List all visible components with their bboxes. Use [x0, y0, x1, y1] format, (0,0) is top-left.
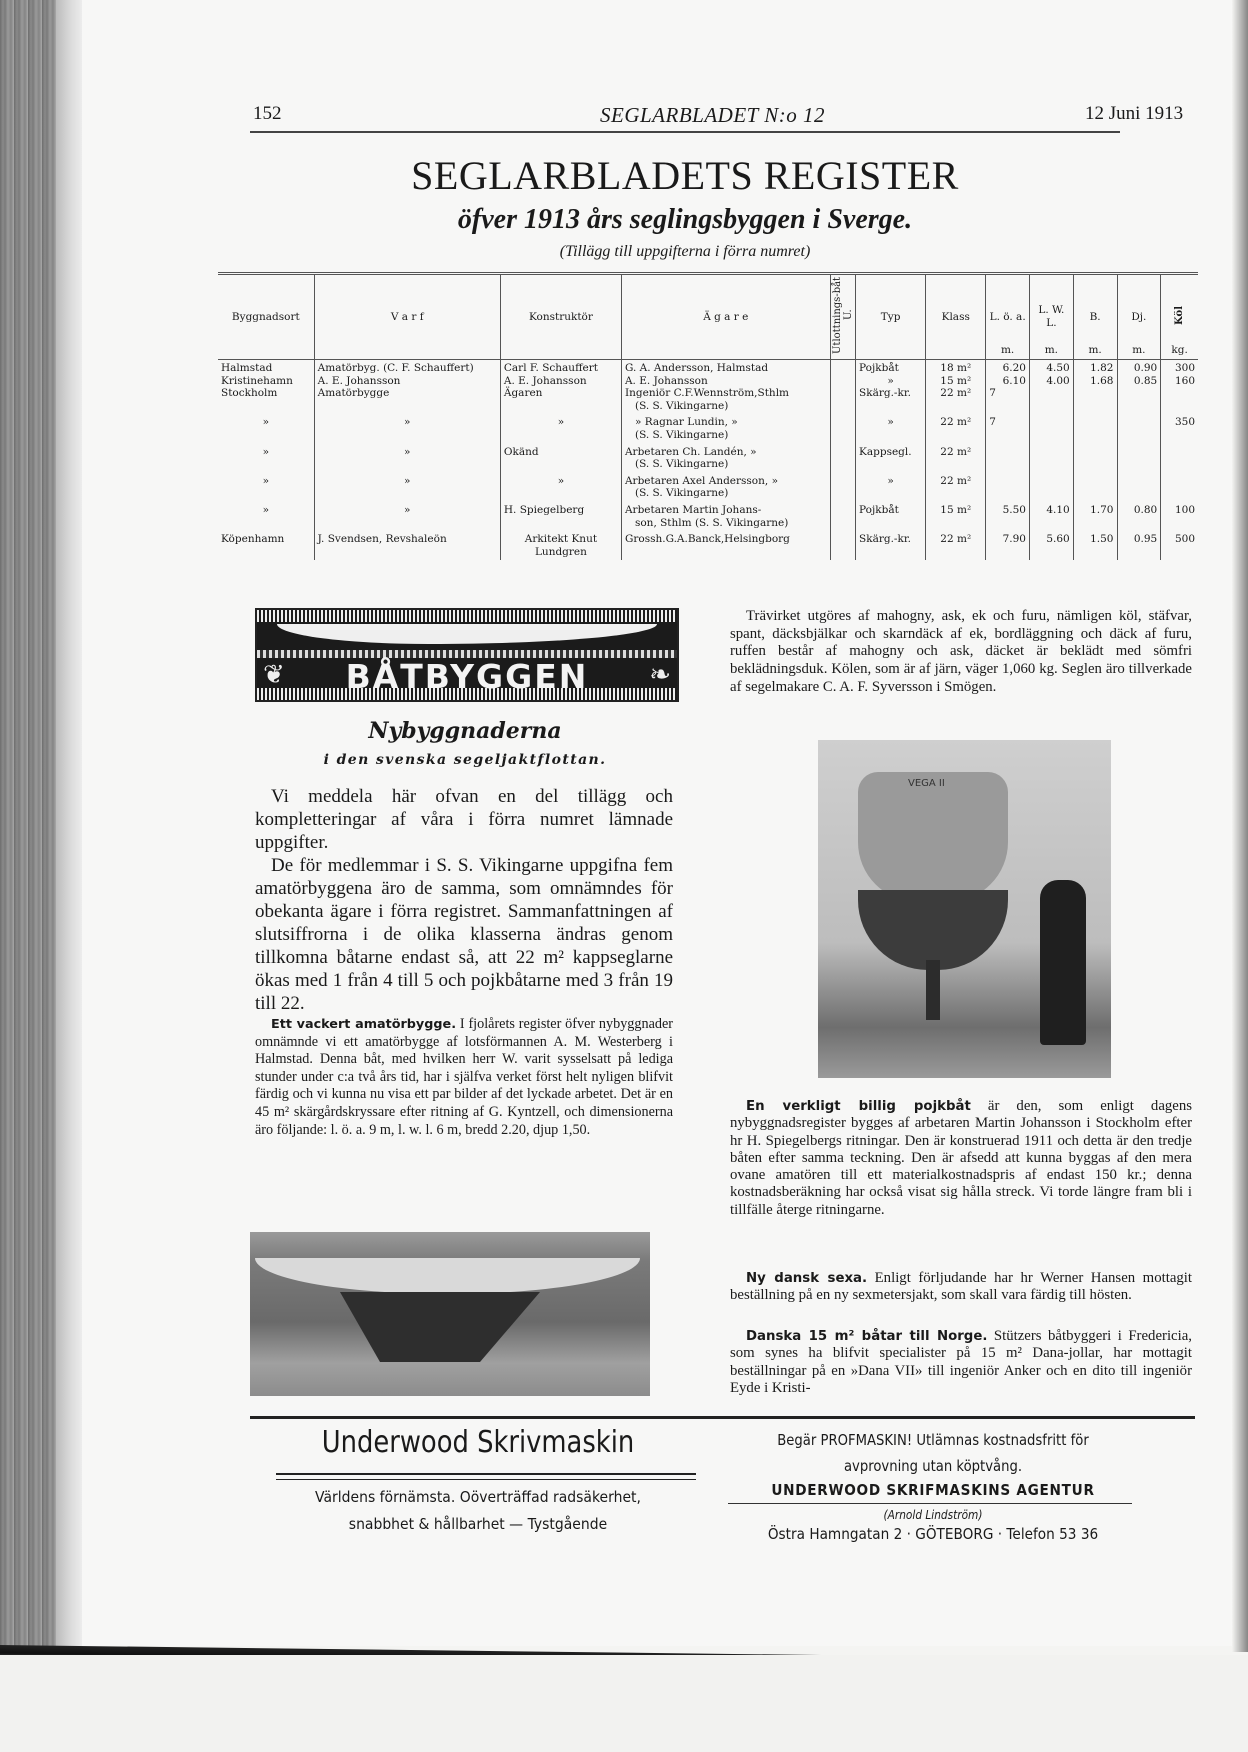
cell-agare: Arbetaren Axel Andersson, » (S. S. Vikingarne)	[621, 473, 830, 502]
hull-underbody	[340, 1292, 540, 1362]
cell-varf: Amatörbygge	[314, 387, 500, 414]
cell-u	[830, 414, 855, 443]
cell-loa	[986, 444, 1030, 473]
header-rule	[250, 131, 1120, 133]
cell-b: 1.50	[1073, 531, 1117, 560]
danish-six-article	[730, 1270, 1192, 1305]
table-row	[218, 531, 1198, 560]
table-header-row	[218, 274, 1198, 360]
cell-typ: »	[856, 473, 926, 502]
yacht-hull-illustration	[277, 624, 657, 644]
cell-lwl: 4.50	[1030, 359, 1074, 376]
cell-loa: 7.90	[986, 531, 1030, 560]
cell-b: 1.68	[1073, 376, 1117, 387]
cell-dj	[1117, 473, 1161, 502]
paragraph-heading: Danska 15 m² båtar till Norge.	[746, 1329, 988, 1344]
cell-konstruktor: »	[500, 414, 621, 443]
cell-lwl	[1030, 414, 1074, 443]
scanner-background	[0, 1655, 1248, 1752]
advert-title-rule	[276, 1473, 696, 1480]
cell-b: 1.82	[1073, 359, 1117, 376]
amateur-build-article	[255, 1016, 673, 1139]
page-right-shadow	[1232, 0, 1248, 1652]
cell-ort: »	[262, 503, 270, 516]
cell-ort: Halmstad	[221, 361, 273, 374]
paragraph-heading: En verkligt billig pojkbåt	[746, 1099, 971, 1114]
cell-konstruktor: Okänd	[500, 444, 621, 473]
cell-lwl	[1030, 387, 1074, 414]
cell-lwl	[1030, 444, 1074, 473]
cell-u	[830, 473, 855, 502]
paragraph: De för medlemmar i S. S. Vikingarne uppgifna fem amatörbyggena äro de samma, som omnämndes för obekanta ägare i förra registret. Sammanfattningen af slutsiffrorna i de olika klasserna ändras genom tillkomna båtarne endast så, att 22 m² kappseglarne ökas med 1 från 4 till 5 och pojkbåtarne med 3 från 19 till 22.	[255, 855, 673, 1014]
cell-loa: 7	[986, 387, 1030, 414]
cell-agare: Arbetaren Martin Johans- son, Sthlm (S. S. Vikingarne)	[621, 502, 830, 531]
col-header: B. m.	[1073, 274, 1117, 360]
advert-agency-rule	[728, 1503, 1132, 1504]
timber-paragraph	[730, 608, 1192, 697]
cell-varf: Amatörbyg. (C. F. Schauffert)	[314, 359, 500, 376]
page-gutter-shadow	[56, 0, 82, 1646]
cell-konstruktor: Carl F. Schauffert	[500, 359, 621, 376]
cell-dj	[1117, 414, 1161, 443]
cell-lwl: 5.60	[1030, 531, 1074, 560]
cell-agare: Grossh.G.A.Banck,Helsingborg	[621, 531, 830, 560]
col-header: Utlottnings-båt U.	[830, 274, 855, 360]
advert-offer: Begär PROFMASKIN! Utlämnas kostnadsfritt för	[777, 1431, 1089, 1449]
paragraph-heading: Ny dansk sexa.	[746, 1271, 868, 1286]
cell-klass: 18 m²	[926, 359, 986, 376]
article-subtitle: öfver 1913 års seglingsbyggen i Sverge.	[457, 204, 913, 235]
col-header: Dj. m.	[1117, 274, 1161, 360]
cell-typ: »	[856, 376, 926, 387]
advert-proprietor: (Arnold Lindström)	[883, 1508, 983, 1522]
paragraph: En verkligt billig pojkbåt är den, som enligt dagens nybyggnadsregister bygges af arbetaren Martin Johansson i Stockholm efter hr H. Spiegelbergs ritningar. Den är konstruerad 1911 och detta är den tredje båten efter samma teckning. Den är afsedd att kunna byggas af den mera ovane amatören till ett materialkostnadspris af endast 150 kr.; denna kostnadsberäkning har också visat sig hålla streck. Vi torde längre fram bli i tillfälle återge ritningarne.	[730, 1098, 1193, 1218]
advert-title: Underwood Skrivmaskin	[321, 1425, 635, 1460]
cell-typ: »	[856, 414, 926, 443]
col-header: Byggnadsort	[218, 274, 314, 360]
cell-kol	[1161, 387, 1198, 414]
col-header: Ä g a r e	[621, 274, 830, 360]
cell-klass: 15 m²	[926, 502, 986, 531]
cell-b	[1073, 387, 1117, 414]
cell-typ: Skärg.-kr.	[856, 387, 926, 414]
cell-klass: 22 m²	[926, 531, 986, 560]
paragraph: Vi meddela här ofvan en del tillägg och kompletteringar af våra i förra numret lämnade uppgifter.	[255, 786, 673, 853]
cell-konstruktor: Ägaren	[500, 387, 621, 414]
advert-tagline: Världens förnämsta. Oöverträffad radsäkerhet,	[315, 1488, 641, 1506]
table-row	[218, 473, 1198, 502]
cell-agare: Ingeniör C.F.Wennström,Sthlm (S. S. Vikingarne)	[621, 387, 830, 414]
table-row	[218, 414, 1198, 443]
cell-kol	[1161, 473, 1198, 502]
batbyggen-banner	[255, 608, 679, 702]
table-row	[218, 444, 1198, 473]
cell-klass: 22 m²	[926, 473, 986, 502]
table-row	[218, 502, 1198, 531]
cell-varf: »	[314, 473, 500, 502]
article-note: (Tillägg till uppgifterna i förra numret)	[559, 243, 811, 260]
table-row	[218, 359, 1198, 376]
advert-tagline: snabbhet & hållbarhet — Tystgående	[348, 1515, 608, 1533]
cell-konstruktor: A. E. Johansson	[500, 376, 621, 387]
cell-ort: »	[262, 445, 270, 458]
col-header: Typ	[856, 274, 926, 360]
table-row	[218, 387, 1198, 414]
cell-b: 1.70	[1073, 502, 1117, 531]
cell-u	[830, 444, 855, 473]
section-subheading: i den svenska segeljaktflottan.	[323, 752, 607, 768]
cell-kol	[1161, 444, 1198, 473]
cell-varf: »	[314, 502, 500, 531]
cell-varf: »	[314, 444, 500, 473]
cell-konstruktor: H. Spiegelberg	[500, 502, 621, 531]
hull-bow-view	[858, 772, 1008, 902]
cell-klass: 22 m²	[926, 387, 986, 414]
register-table	[218, 272, 1198, 560]
cell-ort: »	[262, 474, 270, 487]
cell-konstruktor: Arkitekt Knut Lundgren	[500, 531, 621, 560]
hull-topsides	[255, 1258, 640, 1294]
cell-loa: 6.20	[986, 359, 1030, 376]
advert-top-rule	[250, 1416, 1195, 1419]
col-header: V a r f	[314, 274, 500, 360]
cell-agare: A. E. Johansson	[621, 376, 830, 387]
cheap-boat-article	[730, 1098, 1192, 1219]
cell-dj: 0.90	[1117, 359, 1161, 376]
cell-dj: 0.85	[1117, 376, 1161, 387]
cell-kol: 500	[1161, 531, 1198, 560]
cell-agare: G. A. Andersson, Halmstad	[621, 359, 830, 376]
cell-loa: 6.10	[986, 376, 1030, 387]
cell-agare: » Ragnar Lundin, » (S. S. Vikingarne)	[621, 414, 830, 443]
cell-klass: 22 m²	[926, 414, 986, 443]
cell-typ: Skärg.-kr.	[856, 531, 926, 560]
cell-lwl: 4.10	[1030, 502, 1074, 531]
cell-loa	[986, 473, 1030, 502]
cell-kol: 100	[1161, 502, 1198, 531]
scroll-ornament-icon: ❧	[649, 660, 671, 690]
col-header: L. W. L. m.	[1030, 274, 1074, 360]
cell-typ: Pojkbåt	[856, 502, 926, 531]
banner-stripes-top	[257, 610, 677, 622]
cell-dj	[1117, 387, 1161, 414]
cell-kol: 350	[1161, 414, 1198, 443]
cell-typ: Kappsegl.	[856, 444, 926, 473]
cell-konstruktor: »	[500, 473, 621, 502]
publication-title: SEGLARBLADET N:o 12	[600, 103, 825, 127]
yacht-on-slip-photo	[250, 1232, 650, 1396]
table-row	[218, 376, 1198, 387]
boat-name: VEGA II	[908, 778, 945, 789]
scroll-ornament-icon: ❦	[263, 660, 285, 690]
paragraph: Trävirket utgöres af mahogny, ask, ek och furu, nämligen köl, stäfvar, spant, däcksbjälkar och skarndäck af ek, bordläggning och däck af furu, ruffen består af mahogny och ask, däcket är beklädt med sömfri beklädningsduk. Kölen, som är af järn, väger 1,060 kg. Seglen äro tillverkade af segelmakare C. A. F. Syversson i Smögen.	[730, 608, 1192, 695]
cell-ort: Stockholm	[221, 387, 278, 400]
danish-15m-article	[730, 1328, 1192, 1397]
col-header: Köl kg.	[1161, 274, 1198, 360]
cell-typ: Pojkbåt	[856, 359, 926, 376]
paragraph: Ett vackert amatörbygge. I fjolårets register öfver nybyggnader omnämnde vi ett amatörbygge af lotsförmannen A. M. Westerberg i Halmstad. Denna båt, med hvilken herr W. varit sysselsatt på lediga stunder under c:a två års tid, har i själfva verket först helt nyligen blifvit färdig och vi kunna nu visa ett par bilder af det lyckade arbetet. Det är en 45 m² skärgårdskryssare efter ritning af G. Kyntzell, och dimensionerna äro följande: l. ö. a. 9 m, l. w. l. 6 m, bredd 2.20, djup 1,50.	[255, 1016, 673, 1138]
paragraph: Ny dansk sexa. Enligt förljudande har hr Werner Hansen mottagit beställning på en ny sexmetersjakt, som skall vara färdig till hösten.	[730, 1270, 1193, 1304]
cell-klass: 15 m²	[926, 376, 986, 387]
cell-dj: 0.80	[1117, 502, 1161, 531]
page-number: 152	[253, 103, 282, 124]
article-title: SEGLARBLADETS REGISTER	[411, 153, 959, 198]
cell-loa: 5.50	[986, 502, 1030, 531]
col-header: L. ö. a. m.	[986, 274, 1030, 360]
cell-ort: Köpenhamn	[221, 533, 285, 546]
book-binding-edge	[0, 0, 56, 1646]
issue-date: 12 Juni 1913	[1085, 103, 1184, 124]
cell-u	[830, 359, 855, 376]
cell-ort: »	[262, 416, 270, 429]
cell-agare: Arbetaren Ch. Landén, » (S. S. Vikingarne)	[621, 444, 830, 473]
hull-bottom	[858, 890, 1008, 970]
lead-text	[255, 785, 673, 1015]
cell-u	[830, 531, 855, 560]
cell-kol: 300	[1161, 359, 1198, 376]
cell-klass: 22 m²	[926, 444, 986, 473]
standing-man	[1040, 880, 1086, 1045]
vega-ii-photo	[818, 740, 1111, 1078]
banner-word: BÅTBYGGEN	[345, 657, 589, 696]
cell-varf: A. E. Johansson	[314, 376, 500, 387]
advert-agency: UNDERWOOD SKRIFMASKINS AGENTUR	[771, 1481, 1095, 1499]
cell-b	[1073, 444, 1117, 473]
section-heading: Nybyggnaderna	[368, 718, 562, 744]
cell-varf: J. Svendsen, Revshaleön	[314, 531, 500, 560]
cell-varf: »	[314, 414, 500, 443]
cell-dj	[1117, 444, 1161, 473]
advert-address: Östra Hamngatan 2 · GÖTEBORG · Telefon 53 36	[767, 1525, 1099, 1543]
cell-kol: 160	[1161, 376, 1198, 387]
cell-b	[1073, 473, 1117, 502]
paragraph: Danska 15 m² båtar till Norge. Stützers båtbyggeri i Fredericia, som synes ha blifvit specialister på 15 m² Dana-jollar, har mottagit beställningar på en »Dana VII» till ingeniör Anker och en dito till ingeniör Eyde i Kristi-	[730, 1328, 1192, 1396]
cell-loa: 7	[986, 414, 1030, 443]
cell-lwl	[1030, 473, 1074, 502]
advert-offer: avprovning utan köptvång.	[843, 1457, 1023, 1475]
cell-ort: Kristinehamn	[221, 375, 293, 388]
cell-b	[1073, 414, 1117, 443]
col-header: Klass	[926, 274, 986, 360]
cell-u	[830, 376, 855, 387]
cell-dj: 0.95	[1117, 531, 1161, 560]
cell-u	[830, 387, 855, 414]
col-header: Konstruktör	[500, 274, 621, 360]
cell-lwl: 4.00	[1030, 376, 1074, 387]
cell-u	[830, 502, 855, 531]
keel	[926, 960, 940, 1020]
paragraph-heading: Ett vackert amatörbygge.	[271, 1017, 457, 1032]
